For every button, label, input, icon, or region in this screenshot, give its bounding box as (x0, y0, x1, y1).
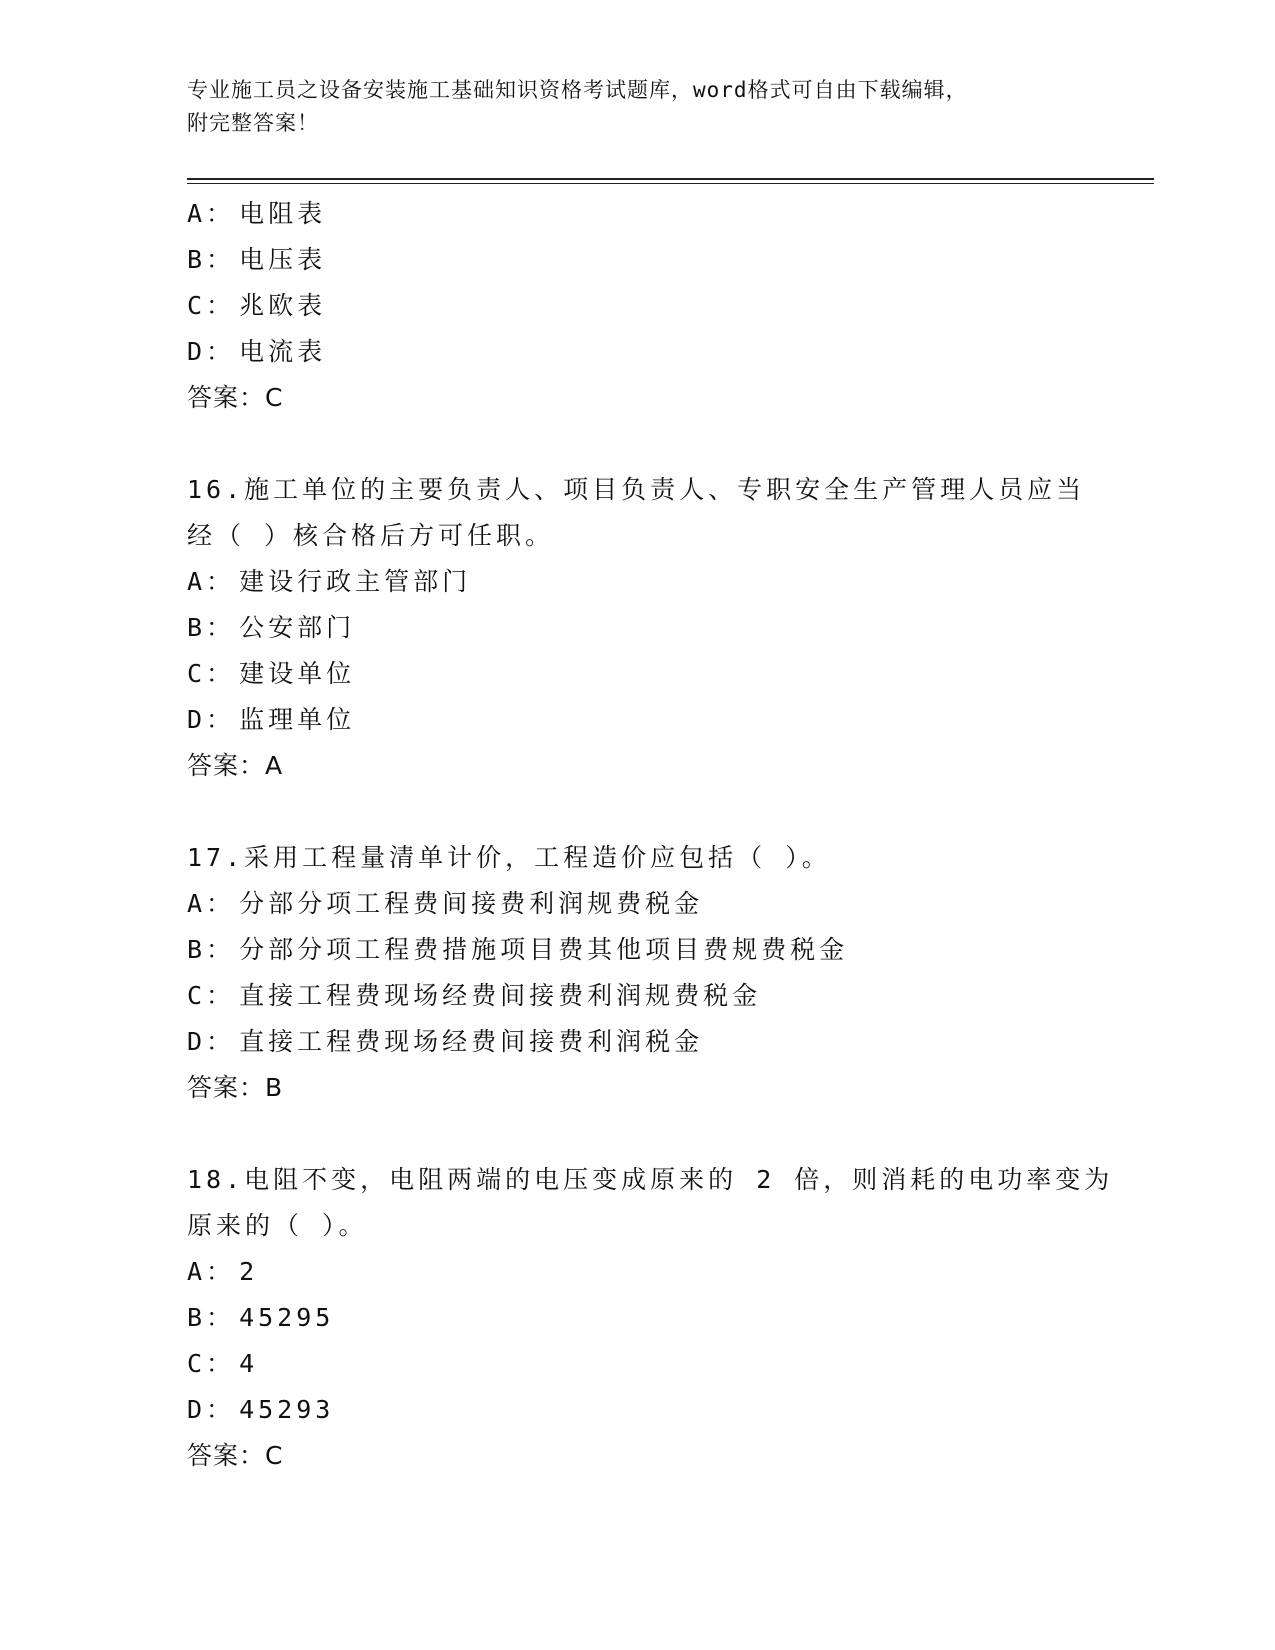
option-a (187, 191, 1087, 237)
option-c (187, 973, 1087, 1019)
option-label: D： (187, 1395, 236, 1424)
option-d (187, 1387, 1087, 1433)
answer-line: 答案：C (187, 1441, 284, 1470)
option-text: 直接工程费现场经费间接费利润税金 (239, 1027, 704, 1056)
option-text: 2 (239, 1257, 259, 1286)
question-stem-continued: 原来的（ ）。 (187, 1211, 368, 1240)
option-b (187, 1295, 1087, 1341)
option-label: C： (187, 291, 236, 320)
option-text: 兆欧表 (239, 291, 327, 320)
header-rule-thin (187, 183, 1154, 184)
option-text: 45295 (239, 1303, 335, 1332)
answer-line: 答案：A (187, 751, 284, 780)
option-label: A： (187, 567, 236, 596)
option-c (187, 651, 1087, 697)
option-label: D： (187, 1027, 236, 1056)
question-stem: 16.施工单位的主要负责人、项目负责人、专职安全生产管理人员应当 (187, 475, 1086, 504)
option-label: A： (187, 1257, 236, 1286)
option-c (187, 1341, 1087, 1387)
spacer (187, 1111, 1087, 1157)
question-stem: 17.采用工程量清单计价，工程造价应包括（ ）。 (187, 843, 831, 872)
option-b (187, 605, 1087, 651)
question-list (187, 191, 1114, 1479)
option-d (187, 329, 1087, 375)
option-a (187, 1249, 1087, 1295)
option-c (187, 283, 1087, 329)
option-text: 电压表 (239, 245, 327, 274)
option-b (187, 237, 1087, 283)
option-text: 公安部门 (239, 613, 356, 642)
option-text: 分部分项工程费措施项目费其他项目费规费税金 (239, 935, 849, 964)
option-d (187, 1019, 1087, 1065)
option-label: B： (187, 1303, 236, 1332)
header-line-1: 专业施工员之设备安装施工基础知识资格考试题库，word格式可自由下载编辑， (187, 78, 968, 102)
document-header (187, 74, 1067, 140)
option-label: D： (187, 705, 236, 734)
option-text: 分部分项工程费间接费利润规费税金 (239, 889, 704, 918)
option-label: A： (187, 889, 236, 918)
question-16 (187, 467, 1087, 789)
option-text: 4 (239, 1349, 259, 1378)
question-15 (187, 191, 1087, 421)
option-text: 建设行政主管部门 (239, 567, 472, 596)
question-stem-continued: 经（ ）核合格后方可任职。 (187, 521, 555, 550)
option-d (187, 697, 1087, 743)
option-b (187, 927, 1087, 973)
option-text: 电流表 (239, 337, 327, 366)
option-label: C： (187, 981, 236, 1010)
option-label: D： (187, 337, 236, 366)
option-text: 直接工程费现场经费间接费利润规费税金 (239, 981, 762, 1010)
question-17 (187, 835, 1087, 1111)
question-18 (187, 1157, 1114, 1479)
answer-line: 答案：B (187, 1073, 284, 1102)
option-text: 45293 (239, 1395, 335, 1424)
question-stem: 18.电阻不变，电阻两端的电压变成原来的 2 倍，则消耗的电功率变为 (187, 1165, 1114, 1194)
header-line-2: 附完整答案！ (187, 111, 319, 135)
header-rule-thick (187, 178, 1154, 180)
option-label: C： (187, 1349, 236, 1378)
answer-line: 答案：C (187, 383, 284, 412)
option-label: B： (187, 613, 236, 642)
option-a (187, 881, 1087, 927)
spacer (187, 789, 1087, 835)
option-label: B： (187, 935, 236, 964)
option-text: 监理单位 (239, 705, 356, 734)
option-text: 电阻表 (239, 199, 327, 228)
option-label: A： (187, 199, 236, 228)
spacer (187, 421, 1087, 467)
option-label: B： (187, 245, 236, 274)
option-label: C： (187, 659, 236, 688)
option-a (187, 559, 1087, 605)
option-text: 建设单位 (239, 659, 356, 688)
